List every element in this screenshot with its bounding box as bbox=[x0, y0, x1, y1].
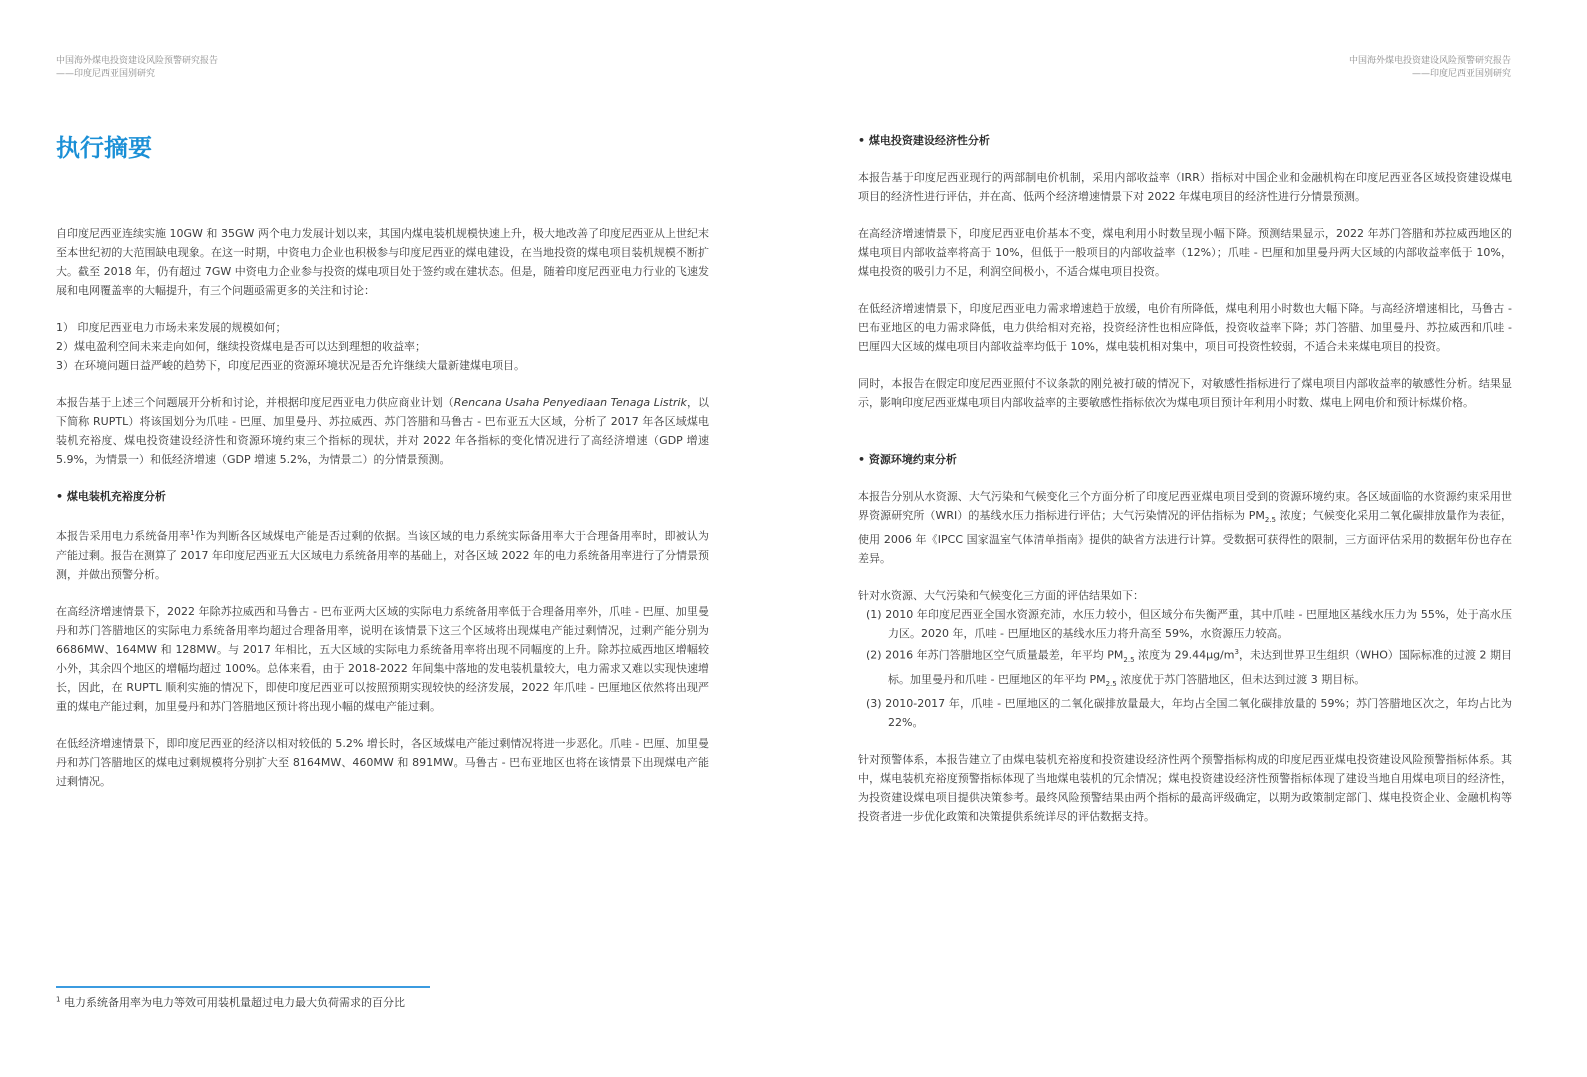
air-text-c: ，未达到世界卫生组织（WHO）国际标准的过渡 2 期目标。加里曼丹和爪哇 - 巴厘地区的年平均 PM bbox=[888, 648, 1512, 687]
economics-paragraph-4: 同时，本报告在假定印度尼西亚照付不议条款的刚兑被打破的情况下，对敏感性指标进行了煤电项目内部收益率的敏感性分析。结果显示，影响印度尼西亚煤电项目内部收益率的主要敏感性指标依次为煤电项目预计年利用小时数、煤电上网电价和预计标煤价格。 bbox=[858, 377, 1512, 409]
economics-paragraph-2: 在高经济增速情景下，印度尼西亚电价基本不变，煤电利用小时数呈现小幅下降。预测结果显示，2022 年苏门答腊和苏拉威西地区的煤电项目内部收益率将高于 10%，但低于一般项目的内部收益率（12%）；爪哇 - 巴厘和加里曼丹两大区域的内部收益率低于 10%，煤电投资的吸引力不足，利润空间极小，不适合煤电项目投资。 bbox=[858, 227, 1512, 278]
pm-subscript: 2.5 bbox=[1264, 516, 1277, 525]
right-column bbox=[858, 131, 1512, 826]
capacity-paragraph-3: 在低经济增速情景下，即印度尼西亚的经济以相对较低的 5.2% 增长时，各区域煤电产能过剩情况将进一步恶化。爪哇 - 巴厘、加里曼丹和苏门答腊地区的煤电过剩规模将分别扩大至 8164MW、460MW 和 891MW。马鲁古 - 巴布亚地区也将在该情景下出现煤电产能过剩情况。 bbox=[56, 736, 709, 788]
capacity-text-a: 本报告采用电力系统备用率 bbox=[56, 529, 191, 543]
header-report-title: 中国海外煤电投资建设风险预警研究报告 bbox=[56, 56, 219, 66]
pm-subscript: 2.5 bbox=[1105, 680, 1117, 689]
unit-superscript: 3 bbox=[1234, 648, 1239, 657]
result-item-co2: (3) 2010-2017 年，爪哇 - 巴厘地区的二氧化碳排放量最大，年均占全国二氧化碳排放量的 59%；苏门答腊地区次之，年均占比为 22%。 bbox=[866, 697, 1512, 730]
footnote-text: 电力系统备用率为电力等效可用装机量超过电力最大负荷需求的百分比 bbox=[63, 996, 405, 1009]
pm-subscript: 2.5 bbox=[1123, 656, 1135, 665]
running-header-right bbox=[1349, 55, 1511, 81]
footnote-number: 1 bbox=[56, 995, 61, 1004]
air-text-a: (2) 2016 年苏门答腊地区空气质量最差，年平均 PM bbox=[866, 648, 1124, 662]
section-heading-capacity: • 煤电装机充裕度分析 bbox=[56, 487, 709, 506]
question-item: 2）煤电盈利空间未来走向如何，继续投资煤电是否可以达到理想的收益率； bbox=[56, 340, 426, 353]
footnote-divider bbox=[56, 986, 430, 988]
results-intro: 针对水资源、大气污染和气候变化三方面的评估结果如下： bbox=[858, 589, 1144, 603]
footnote-ref: 1 bbox=[190, 529, 195, 537]
intro-paragraph: 自印度尼西亚连续实施 10GW 和 35GW 两个电力发展计划以来，其国内煤电装机规模快速上升，极大地改善了印度尼西亚从上世纪末至本世纪初的大范围缺电现象。在这一时期，中资电力企业也积极参与印度尼西亚的煤电建设，在当地投资的煤电项目装机规模不断扩大。截至 2018 年，仍有超过 7GW 中资电力企业参与投资的煤电项目处于签约或在建状态。但是，随着印度尼西亚电力行业的飞速发展和电网覆盖率的大幅提升，有三个问题亟需更多的关注和讨论： bbox=[56, 227, 709, 297]
left-column bbox=[56, 224, 709, 791]
page-title: 执行摘要 bbox=[56, 134, 152, 162]
question-item: 3）在环境问题日益严峻的趋势下，印度尼西亚的资源环境状况是否允许继续大量新建煤电项目。 bbox=[56, 359, 525, 372]
running-header-left bbox=[56, 55, 218, 81]
question-item: 1） 印度尼西亚电力市场未来发展的规模如何； bbox=[56, 321, 287, 334]
economics-paragraph-1: 本报告基于印度尼西亚现行的两部制电价机制，采用内部收益率（IRR）指标对中国企业和金融机构在印度尼西亚各区域投资建设煤电项目的经济性进行评估，并在高、低两个经济增速情景下对 2022 年煤电项目的经济性进行分情景预测。 bbox=[858, 171, 1512, 203]
env-text-a: 本报告分别从水资源、大气污染和气候变化三个方面分析了印度尼西亚煤电项目受到的资源环境约束。各区域面临的水资源约束采用世界资源研究所（WRI）的基线水压力指标进行评估；大气污染情况的评估指标为 PM bbox=[858, 490, 1512, 522]
footnote bbox=[56, 994, 405, 1010]
env-text-b: 浓度；气候变化采用二氧化碳排放量作为表征，使用 2006 年《IPCC 国家温室气体清单指南》提供的缺省方法进行计算。受数据可获得性的限制，三方面评估采用的数据年份也存在差异。 bbox=[858, 509, 1512, 566]
left-page bbox=[0, 0, 793, 1077]
section-heading-environment: • 资源环境约束分析 bbox=[858, 450, 1512, 469]
capacity-paragraph-1 bbox=[56, 524, 709, 584]
header-report-title: 中国海外煤电投资建设风险预警研究报告 bbox=[1348, 56, 1511, 66]
air-text-b: 浓度为 29.44μg/m bbox=[1134, 648, 1235, 662]
section-heading-economics: • 煤电投资建设经济性分析 bbox=[858, 131, 1512, 150]
warning-system-paragraph: 针对预警体系，本报告建立了由煤电装机充裕度和投资建设经济性两个预警指标构成的印度尼西亚煤电投资建设风险预警指标体系。其中，煤电装机充裕度预警指标体现了当地煤电装机的冗余情况；煤电投资建设经济性预警指标体现了建设当地自用煤电项目的经济性，为投资建设煤电项目提供决策参考。最终风险预警结果由两个指标的最高评级确定，以期为政策制定部门、煤电投资企业、金融机构等投资者进一步优化政策和决策提供系统详尽的评估数据支持。 bbox=[858, 753, 1512, 824]
method-text-b: ，以下简称 RUPTL）将该国划分为爪哇 - 巴厘、加里曼丹、苏拉威西、苏门答腊和马鲁古 - 巴布亚五大区域，分析了 2017 年各区域煤电装机充裕度、煤电投资建设经济性和资源环境约束三个指标的现状，并对 2022 年各指标的变化情况进行了高经济增速（GDP 增速 5.9%，为情景一）和低经济增速（GDP 增速 5.2%，为情景二）的分情景预测。 bbox=[56, 396, 710, 466]
capacity-paragraph-2: 在高经济增速情景下，2022 年除苏拉威西和马鲁古 - 巴布亚两大区域的实际电力系统备用率低于合理备用率外，爪哇 - 巴厘、加里曼丹和苏门答腊地区的实际电力系统备用率均超过合理备用率，说明在该情景下这三个区域将出现煤电产能过剩情况，过剩产能分别为 6686MW、164MW 和 128MW。与 2017 年相比，五大区域的实际电力系统备用率将出现不同幅度的上升。除苏拉威西地区增幅较小外，其余四个地区的增幅均超过 100%。总体来看，由于 2018-2022 年间集中落地的发电装机量较大，电力需求又难以实现快速增长，因此，在 RUPTL 顺利实施的情况下，即使印度尼西亚可以按照预期实现较快的经济发展，2022 年爪哇 - 巴厘地区依然将出现严重的煤电产能过剩，加里曼丹和苏门答腊地区预计将出现小幅的煤电产能过剩。 bbox=[56, 604, 709, 713]
method-text-a: 本报告基于上述三个问题展开分析和讨论，并根据印度尼西亚电力供应商业计划（ bbox=[56, 396, 454, 409]
economics-paragraph-3: 在低经济增速情景下，印度尼西亚电力需求增速趋于放缓，电价有所降低，煤电利用小时数也大幅下降。与高经济增速相比，马鲁古 - 巴布亚地区的电力需求降低，电力供给相对充裕，投资经济性也相应降低，投资收益率下降；苏门答腊、加里曼丹、苏拉威西和爪哇 - 巴厘四大区域的煤电项目内部收益率均低于 10%，煤电装机相对集中，项目可投资性较弱，不适合未来煤电项目的投资。 bbox=[858, 302, 1512, 353]
header-report-subtitle: ——印度尼西亚国别研究 bbox=[56, 69, 156, 79]
capacity-text-b: 作为判断各区域煤电产能是否过剩的依据。当该区域的电力系统实际备用率大于合理备用率时，即被认为产能过剩。报告在测算了 2017 年印度尼西亚五大区域电力系统备用率的基础上，对各区域 2022 年的电力系统备用率进行了分情景预测，并做出预警分析。 bbox=[56, 529, 710, 581]
right-page bbox=[794, 0, 1587, 1077]
ruptl-name-italic: Rencana Usaha Penyediaan Tenaga Listrik bbox=[453, 396, 687, 409]
header-report-subtitle: ——印度尼西亚国别研究 bbox=[1411, 69, 1511, 79]
air-text-d: 浓度优于苏门答腊地区，但未达到过渡 3 期目标。 bbox=[1116, 673, 1366, 687]
result-item-water: (1) 2010 年印度尼西亚全国水资源充沛，水压力较小，但区域分布失衡严重，其中爪哇 - 巴厘地区基线水压力为 55%，处于高水压力区。2020 年，爪哇 - 巴厘地区的基线水压力将升高至 59%，水资源压力较高。 bbox=[866, 608, 1512, 641]
method-paragraph bbox=[56, 393, 709, 469]
environment-paragraph-1 bbox=[858, 487, 1512, 568]
result-item-air bbox=[858, 643, 1512, 694]
